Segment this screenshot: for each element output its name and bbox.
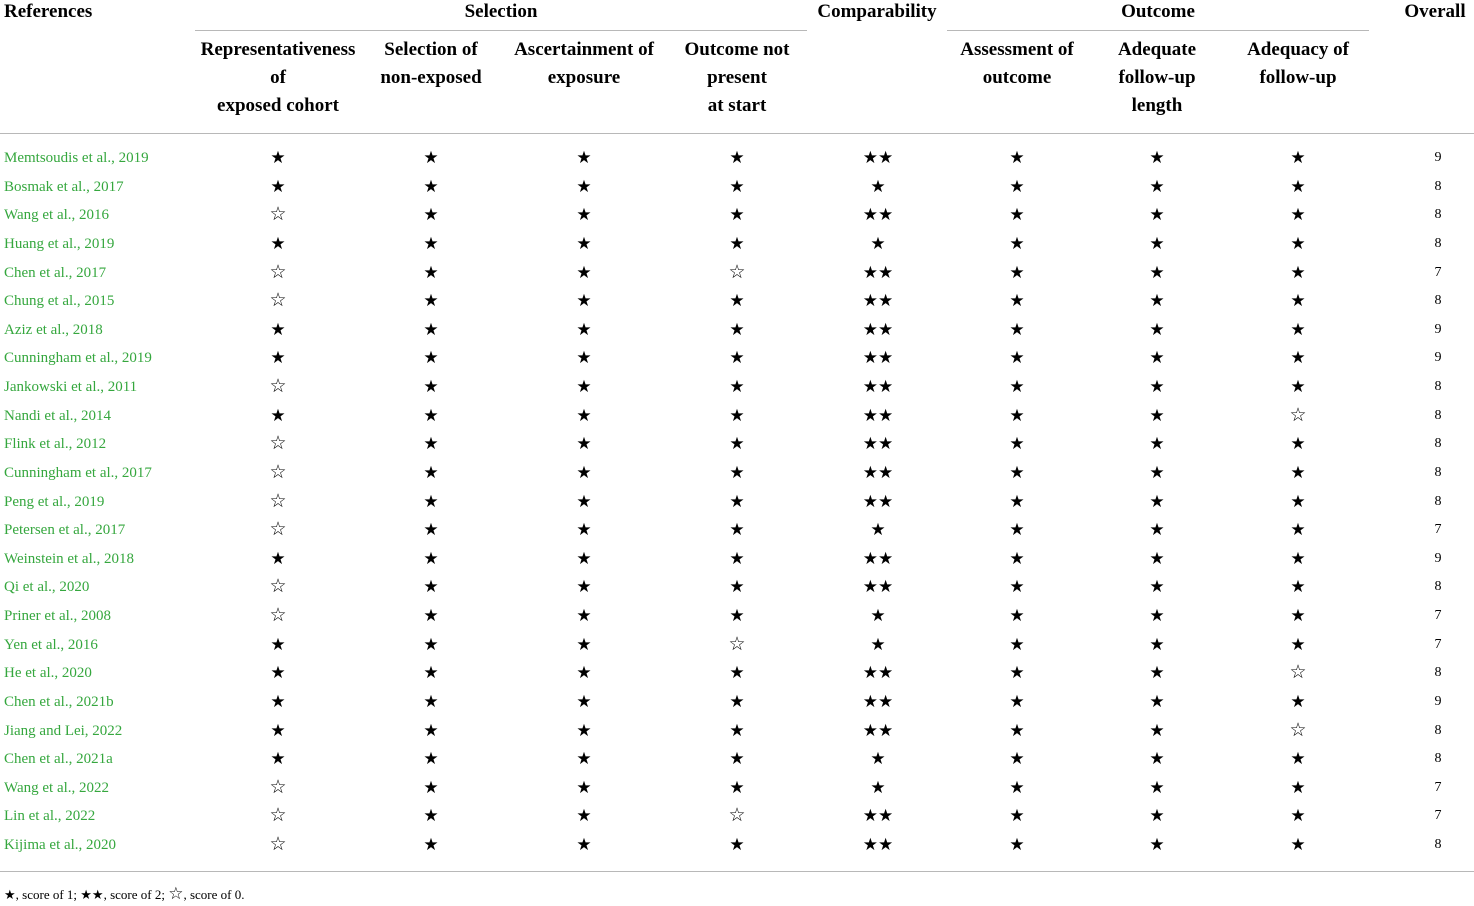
star-icon: ★ [1009, 434, 1025, 454]
double-star-icon: ★★ [862, 548, 894, 568]
star-icon: ★ [423, 176, 439, 196]
star-icon: ★ [576, 405, 592, 425]
star-icon: ★ [729, 348, 745, 368]
footnote-one-text: , score of 1; [15, 887, 81, 902]
star-icon: ★ [1009, 835, 1025, 854]
column-outcome-not-present [697, 144, 777, 860]
star-icon: ★ [576, 520, 592, 540]
reference-link[interactable]: Bosmak et al., 2017 [4, 178, 124, 195]
star-icon: ★ [1149, 319, 1165, 339]
reference-link[interactable]: He et al., 2020 [4, 665, 92, 682]
star-icon: ★ [1290, 262, 1306, 282]
overall-score: 8 [1434, 665, 1442, 681]
star-icon: ★ [1290, 148, 1306, 167]
star-icon: ★ [1149, 634, 1165, 654]
star-icon: ★ [576, 634, 592, 654]
star-icon: ★ [1009, 548, 1025, 568]
star-icon: ★ [729, 176, 745, 196]
star-icon: ★ [1149, 148, 1165, 167]
star-icon: ★ [1009, 634, 1025, 654]
reference-link[interactable]: Wang et al., 2022 [4, 779, 110, 796]
star-icon: ★ [1009, 777, 1025, 797]
star-icon: ★ [423, 377, 439, 396]
star-icon: ★ [729, 691, 745, 711]
star-icon: ★ [576, 148, 592, 167]
overall-score: 7 [1434, 608, 1442, 623]
star-icon: ★ [423, 606, 439, 625]
overall-score: 8 [1434, 436, 1442, 452]
double-star-icon: ★★ [862, 691, 894, 711]
star-icon: ★ [270, 405, 286, 425]
star-icon: ★ [1149, 233, 1165, 253]
star-icon: ★ [1149, 348, 1165, 368]
star-icon: ★ [576, 291, 592, 311]
star-icon: ★ [729, 319, 745, 339]
header-bottom-rule [0, 133, 1474, 134]
double-star-icon: ★★ [862, 205, 894, 225]
selection-rule [195, 30, 807, 31]
overall-score: 8 [1434, 407, 1442, 423]
empty-star-icon: ☆ [269, 290, 287, 312]
star-icon: ★ [576, 434, 592, 454]
empty-star-icon: ☆ [269, 461, 287, 483]
star-icon: ★ [1149, 291, 1165, 311]
column-adequacy [1258, 144, 1338, 860]
overall-score: 9 [1434, 350, 1442, 366]
star-icon: ★ [423, 462, 439, 482]
empty-star-icon: ☆ [728, 261, 746, 283]
star-icon: ★ [729, 233, 745, 253]
reference-link[interactable]: Cunningham et al., 2019 [4, 350, 152, 367]
overall-score: 8 [1434, 837, 1442, 852]
star-icon: ★ [1149, 835, 1165, 854]
star-icon: ★ [270, 148, 286, 167]
star-icon: ★ [870, 520, 886, 540]
star-icon: ★ [870, 176, 886, 196]
star-icon: ★ [1290, 377, 1306, 396]
overall-score: 9 [1434, 550, 1442, 566]
star-icon: ★ [1009, 148, 1025, 167]
star-icon: ★ [576, 835, 592, 854]
overall-score: 9 [1434, 321, 1442, 337]
star-icon: ★ [423, 663, 439, 683]
star-icon: ★ [423, 577, 439, 597]
footnote-zero-symbol: ☆ [168, 884, 184, 903]
footnote-two-text: , score of 2; [103, 887, 169, 902]
star-icon: ★ [423, 835, 439, 854]
star-icon: ★ [729, 520, 745, 540]
star-icon: ★ [423, 520, 439, 540]
empty-star-icon: ☆ [1289, 404, 1307, 426]
star-icon: ★ [270, 548, 286, 568]
star-icon: ★ [729, 405, 745, 425]
star-icon: ★ [423, 491, 439, 511]
star-icon: ★ [1290, 434, 1306, 454]
star-icon: ★ [270, 176, 286, 196]
star-icon: ★ [870, 749, 886, 769]
double-star-icon: ★★ [862, 348, 894, 368]
star-icon: ★ [1149, 377, 1165, 396]
overall-score: 9 [1434, 693, 1442, 709]
reference-link[interactable]: Yen et al., 2016 [4, 636, 98, 653]
star-icon: ★ [1009, 462, 1025, 482]
star-icon: ★ [1009, 806, 1025, 826]
star-icon: ★ [1290, 233, 1306, 253]
star-icon: ★ [1290, 548, 1306, 568]
star-icon: ★ [576, 577, 592, 597]
double-star-icon: ★★ [862, 291, 894, 311]
empty-star-icon: ☆ [728, 633, 746, 655]
star-icon: ★ [729, 577, 745, 597]
star-icon: ★ [576, 777, 592, 797]
star-icon: ★ [576, 348, 592, 368]
star-icon: ★ [576, 319, 592, 339]
empty-star-icon: ☆ [728, 805, 746, 827]
star-icon: ★ [1290, 491, 1306, 511]
overall-score: 7 [1434, 636, 1442, 652]
star-icon: ★ [576, 462, 592, 482]
star-icon: ★ [1290, 777, 1306, 797]
empty-star-icon: ☆ [269, 834, 287, 855]
star-icon: ★ [1290, 606, 1306, 625]
reference-link[interactable]: Flink et al., 2012 [4, 436, 107, 453]
overall-score: 8 [1434, 379, 1442, 394]
star-icon: ★ [1290, 176, 1306, 196]
star-icon: ★ [576, 233, 592, 253]
star-icon: ★ [423, 720, 439, 740]
comparability-header: Comparability [817, 1, 937, 22]
star-icon: ★ [729, 777, 745, 797]
subheader-assessment: Assessment of outcome [960, 39, 1074, 88]
double-star-icon: ★★ [862, 434, 894, 454]
star-icon: ★ [729, 205, 745, 225]
selection-header: Selection [464, 1, 538, 22]
star-icon: ★ [423, 205, 439, 225]
column-ascertainment [544, 144, 624, 860]
empty-star-icon: ☆ [269, 490, 287, 512]
double-star-icon: ★★ [862, 835, 894, 854]
double-star-icon: ★★ [862, 377, 894, 396]
star-icon: ★ [729, 434, 745, 454]
reference-link[interactable]: Priner et al., 2008 [4, 608, 112, 624]
star-icon: ★ [576, 176, 592, 196]
empty-star-icon: ☆ [269, 605, 287, 626]
star-icon: ★ [1009, 663, 1025, 683]
star-icon: ★ [423, 634, 439, 654]
star-icon: ★ [1149, 434, 1165, 454]
star-icon: ★ [729, 663, 745, 683]
star-icon: ★ [1290, 835, 1306, 854]
outcome-header: Outcome [1121, 1, 1195, 22]
overall-score: 8 [1434, 207, 1442, 223]
star-icon: ★ [1149, 606, 1165, 625]
star-icon: ★ [1149, 491, 1165, 511]
star-icon: ★ [576, 377, 592, 396]
star-icon: ★ [270, 663, 286, 683]
star-icon: ★ [729, 720, 745, 740]
subheader-adequacy: Adequacy of follow-up [1247, 39, 1349, 88]
outcome-rule [947, 30, 1369, 31]
star-icon: ★ [576, 749, 592, 769]
empty-star-icon: ☆ [1289, 719, 1307, 741]
star-icon: ★ [1290, 749, 1306, 769]
empty-star-icon: ☆ [269, 805, 287, 827]
column-overall [1418, 144, 1458, 860]
star-icon: ★ [1149, 663, 1165, 683]
reference-link[interactable]: Weinstein et al., 2018 [4, 550, 135, 567]
overall-score: 7 [1434, 522, 1442, 538]
star-icon: ★ [1149, 462, 1165, 482]
overall-score: 8 [1434, 464, 1442, 480]
star-icon: ★ [1009, 348, 1025, 368]
footnote-zero-text: , score of 0. [183, 887, 245, 902]
star-icon: ★ [576, 720, 592, 740]
empty-star-icon: ☆ [269, 433, 287, 455]
overall-score: 7 [1434, 808, 1442, 824]
reference-link[interactable]: Petersen et al., 2017 [4, 522, 126, 539]
star-icon: ★ [1009, 319, 1025, 339]
star-icon: ★ [1149, 405, 1165, 425]
star-icon: ★ [270, 749, 286, 769]
star-icon: ★ [423, 148, 439, 167]
star-icon: ★ [576, 691, 592, 711]
star-icon: ★ [576, 262, 592, 282]
star-icon: ★ [729, 491, 745, 511]
star-icon: ★ [270, 319, 286, 339]
overall-score: 8 [1434, 722, 1442, 738]
footnote [4, 884, 244, 905]
empty-star-icon: ☆ [1289, 662, 1307, 684]
references-column [4, 144, 152, 860]
star-icon: ★ [1009, 520, 1025, 540]
double-star-icon: ★★ [862, 491, 894, 511]
star-icon: ★ [423, 691, 439, 711]
star-icon: ★ [870, 233, 886, 253]
column-selection-non-exposed [391, 144, 471, 860]
star-icon: ★ [423, 319, 439, 339]
reference-link[interactable]: Chen et al., 2021a [4, 751, 113, 768]
star-icon: ★ [1149, 720, 1165, 740]
star-icon: ★ [1149, 691, 1165, 711]
star-icon: ★ [423, 348, 439, 368]
star-icon: ★ [1290, 291, 1306, 311]
double-star-icon: ★★ [862, 663, 894, 683]
star-icon: ★ [1009, 691, 1025, 711]
star-icon: ★ [1149, 520, 1165, 540]
star-icon: ★ [729, 462, 745, 482]
star-icon: ★ [1290, 634, 1306, 654]
column-assessment [977, 144, 1057, 860]
star-icon: ★ [576, 806, 592, 826]
star-icon: ★ [270, 634, 286, 654]
star-icon: ★ [423, 548, 439, 568]
table-bottom-rule [0, 871, 1474, 872]
star-icon: ★ [729, 606, 745, 625]
star-icon: ★ [1149, 262, 1165, 282]
star-icon: ★ [1009, 405, 1025, 425]
overall-score: 7 [1434, 779, 1442, 795]
star-icon: ★ [423, 291, 439, 311]
subheader-representativeness: Representativeness of exposed cohort [200, 39, 356, 116]
double-star-icon: ★★ [862, 319, 894, 339]
star-icon: ★ [423, 233, 439, 253]
star-icon: ★ [729, 377, 745, 396]
overall-score: 9 [1434, 150, 1442, 165]
star-icon: ★ [423, 262, 439, 282]
empty-star-icon: ☆ [269, 776, 287, 798]
star-icon: ★ [729, 291, 745, 311]
subheader-outcome-not-present: Outcome not present at start [684, 39, 790, 116]
reference-link[interactable]: Lin et al., 2022 [4, 808, 96, 825]
star-icon: ★ [1149, 577, 1165, 597]
reference-link[interactable]: Chen et al., 2017 [4, 264, 107, 281]
star-icon: ★ [270, 348, 286, 368]
reference-link[interactable]: Kijima et al., 2020 [4, 837, 117, 853]
star-icon: ★ [1009, 291, 1025, 311]
star-icon: ★ [1290, 520, 1306, 540]
star-icon: ★ [270, 720, 286, 740]
star-icon: ★ [1290, 462, 1306, 482]
double-star-icon: ★★ [862, 262, 894, 282]
column-comparability [838, 144, 918, 860]
column-adequate-length [1117, 144, 1197, 860]
star-icon: ★ [1009, 377, 1025, 396]
overall-score: 8 [1434, 293, 1442, 309]
reference-link[interactable]: Wang et al., 2016 [4, 207, 110, 224]
footnote-two-symbol: ★★ [80, 887, 104, 902]
star-icon: ★ [270, 233, 286, 253]
overall-score: 7 [1434, 264, 1442, 280]
star-icon: ★ [1290, 577, 1306, 597]
star-icon: ★ [1009, 176, 1025, 196]
reference-link[interactable]: Aziz et al., 2018 [4, 321, 103, 338]
star-icon: ★ [729, 148, 745, 167]
double-star-icon: ★★ [862, 806, 894, 826]
star-icon: ★ [729, 749, 745, 769]
star-icon: ★ [1009, 205, 1025, 225]
overall-score: 8 [1434, 751, 1442, 767]
star-icon: ★ [1009, 491, 1025, 511]
reference-link[interactable]: Nandi et al., 2014 [4, 407, 112, 424]
overall-score: 8 [1434, 178, 1442, 194]
star-icon: ★ [870, 777, 886, 797]
subheader-ascertainment: Ascertainment of exposure [514, 39, 654, 88]
star-icon: ★ [870, 606, 886, 625]
star-icon: ★ [1009, 233, 1025, 253]
empty-star-icon: ☆ [269, 204, 287, 226]
star-icon: ★ [1290, 691, 1306, 711]
star-icon: ★ [576, 491, 592, 511]
star-icon: ★ [1290, 348, 1306, 368]
star-icon: ★ [576, 205, 592, 225]
star-icon: ★ [1149, 548, 1165, 568]
star-icon: ★ [1009, 606, 1025, 625]
star-icon: ★ [423, 749, 439, 769]
star-icon: ★ [1149, 806, 1165, 826]
star-icon: ★ [576, 606, 592, 625]
double-star-icon: ★★ [862, 720, 894, 740]
star-icon: ★ [1290, 205, 1306, 225]
star-icon: ★ [1290, 806, 1306, 826]
star-icon: ★ [576, 663, 592, 683]
star-icon: ★ [576, 548, 592, 568]
star-icon: ★ [423, 434, 439, 454]
double-star-icon: ★★ [862, 462, 894, 482]
reference-link[interactable]: Huang et al., 2019 [4, 235, 115, 252]
star-icon: ★ [423, 806, 439, 826]
empty-star-icon: ☆ [269, 261, 287, 283]
star-icon: ★ [423, 405, 439, 425]
reference-link[interactable]: Cunningham et al., 2017 [4, 464, 152, 481]
star-icon: ★ [1149, 749, 1165, 769]
reference-link[interactable]: Chung et al., 2015 [4, 293, 115, 310]
double-star-icon: ★★ [862, 405, 894, 425]
references-header: References [4, 1, 93, 22]
star-icon: ★ [1009, 720, 1025, 740]
overall-header: Overall [1404, 1, 1466, 22]
reference-link[interactable]: Memtsoudis et al., 2019 [4, 150, 149, 166]
reference-link[interactable]: Jankowski et al., 2011 [4, 379, 138, 395]
star-icon: ★ [423, 777, 439, 797]
subheader-adequate-length: Adequate follow-up length [1117, 39, 1197, 116]
column-representativeness [238, 144, 318, 860]
reference-link[interactable]: Peng et al., 2019 [4, 493, 105, 510]
star-icon: ★ [1149, 205, 1165, 225]
empty-star-icon: ☆ [269, 376, 287, 397]
footnote-one-symbol: ★ [4, 887, 16, 902]
star-icon: ★ [870, 634, 886, 654]
star-icon: ★ [270, 691, 286, 711]
star-icon: ★ [729, 548, 745, 568]
subheader-selection-non-exposed: Selection of non-exposed [380, 39, 482, 88]
empty-star-icon: ☆ [269, 576, 287, 598]
overall-score: 8 [1434, 579, 1442, 595]
star-icon: ★ [1009, 262, 1025, 282]
double-star-icon: ★★ [862, 148, 894, 167]
star-icon: ★ [729, 835, 745, 854]
star-icon: ★ [1009, 749, 1025, 769]
star-icon: ★ [1149, 176, 1165, 196]
star-icon: ★ [1009, 577, 1025, 597]
overall-score: 8 [1434, 235, 1442, 251]
reference-link[interactable]: Jiang and Lei, 2022 [4, 722, 123, 739]
empty-star-icon: ☆ [269, 519, 287, 541]
reference-link[interactable]: Qi et al., 2020 [4, 579, 90, 596]
reference-link[interactable]: Chen et al., 2021b [4, 693, 114, 710]
double-star-icon: ★★ [862, 577, 894, 597]
star-icon: ★ [1290, 319, 1306, 339]
star-icon: ★ [1149, 777, 1165, 797]
overall-score: 8 [1434, 493, 1442, 509]
